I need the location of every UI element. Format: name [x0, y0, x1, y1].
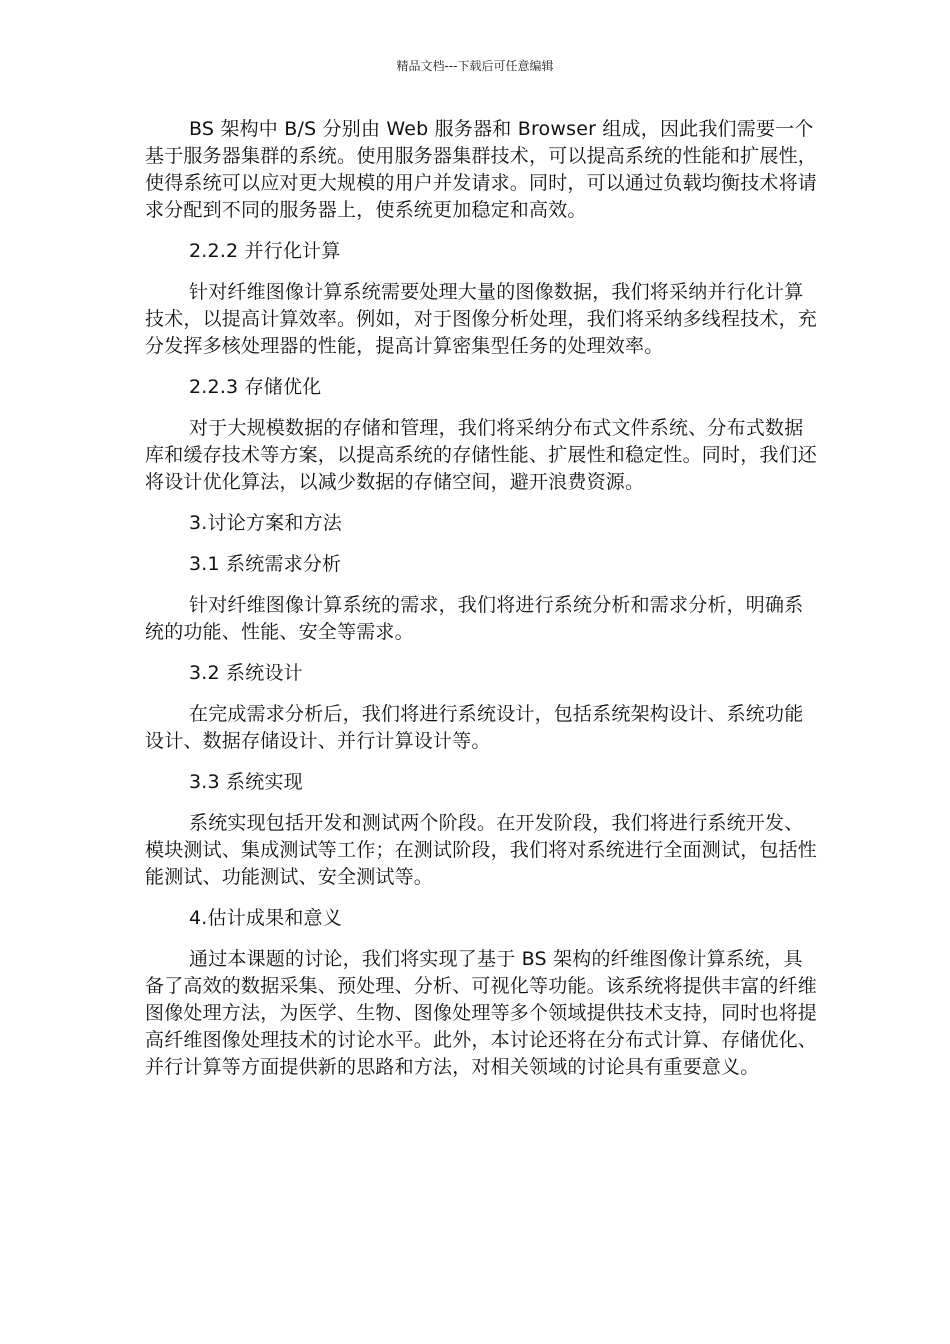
paragraph-parallel-computing: 针对纤维图像计算系统需要处理大量的图像数据，我们将采纳并行化计算技术，以提高计算效率。例如，对于图像分析处理，我们将采纳多线程技术，充分发挥多核处理器的性能，提高计算密集型任务的处理效率。: [145, 281, 818, 357]
paragraph-bs-architecture: BS 架构中 B/S 分别由 Web 服务器和 Browser 组成，因此我们需要一个基于服务器集群的系统。使用服务器集群技术，可以提高系统的性能和扩展性，使得系统可以应对更大规模的用户并发请求。同时，可以通过负载均衡技术将请求分配到不同的服务器上，使系统更加稳定和高效。: [145, 118, 818, 221]
paragraph-storage-optimization: 对于大规模数据的存储和管理，我们将采纳分布式文件系统、分布式数据库和缓存技术等方案，以提高系统的存储性能、扩展性和稳定性。同时，我们还将设计优化算法，以减少数据的存储空间，避开浪费资源。: [145, 417, 818, 493]
heading-3: 3.讨论方案和方法: [189, 512, 342, 534]
heading-3-2: 3.2 系统设计: [189, 662, 303, 684]
paragraph-outcomes: 通过本课题的讨论，我们将实现了基于 BS 架构的纤维图像计算系统，具备了高效的数据采集、预处理、分析、可视化等功能。该系统将提供丰富的纤维图像处理方法，为医学、生物、图像处理等多个领域提供技术支持，同时也将提高纤维图像处理技术的讨论水平。此外，本讨论还将在分布式计算、存储优化、并行计算等方面提供新的思路和方法，对相关领域的讨论具有重要意义。: [145, 948, 818, 1078]
paragraph-design: 在完成需求分析后，我们将进行系统设计，包括系统架构设计、系统功能设计、数据存储设计、并行计算设计等。: [145, 703, 804, 752]
heading-4: 4.估计成果和意义: [189, 907, 342, 929]
document-body: [145, 116, 817, 1095]
paragraph-requirements: 针对纤维图像计算系统的需求，我们将进行系统分析和需求分析，明确系统的功能、性能、安全等需求。: [145, 594, 804, 643]
paragraph-implementation: 系统实现包括开发和测试两个阶段。在开发阶段，我们将进行系统开发、模块测试、集成测试等工作；在测试阶段，我们将对系统进行全面测试，包括性能测试、功能测试、安全测试等。: [145, 812, 818, 888]
heading-3-3: 3.3 系统实现: [189, 771, 303, 793]
page-header: 精品文档---下载后可任意编辑: [396, 59, 554, 73]
heading-3-1: 3.1 系统需求分析: [189, 553, 342, 575]
heading-2-2-2: 2.2.2 并行化计算: [189, 240, 341, 262]
heading-2-2-3: 2.2.3 存储优化: [189, 376, 322, 398]
